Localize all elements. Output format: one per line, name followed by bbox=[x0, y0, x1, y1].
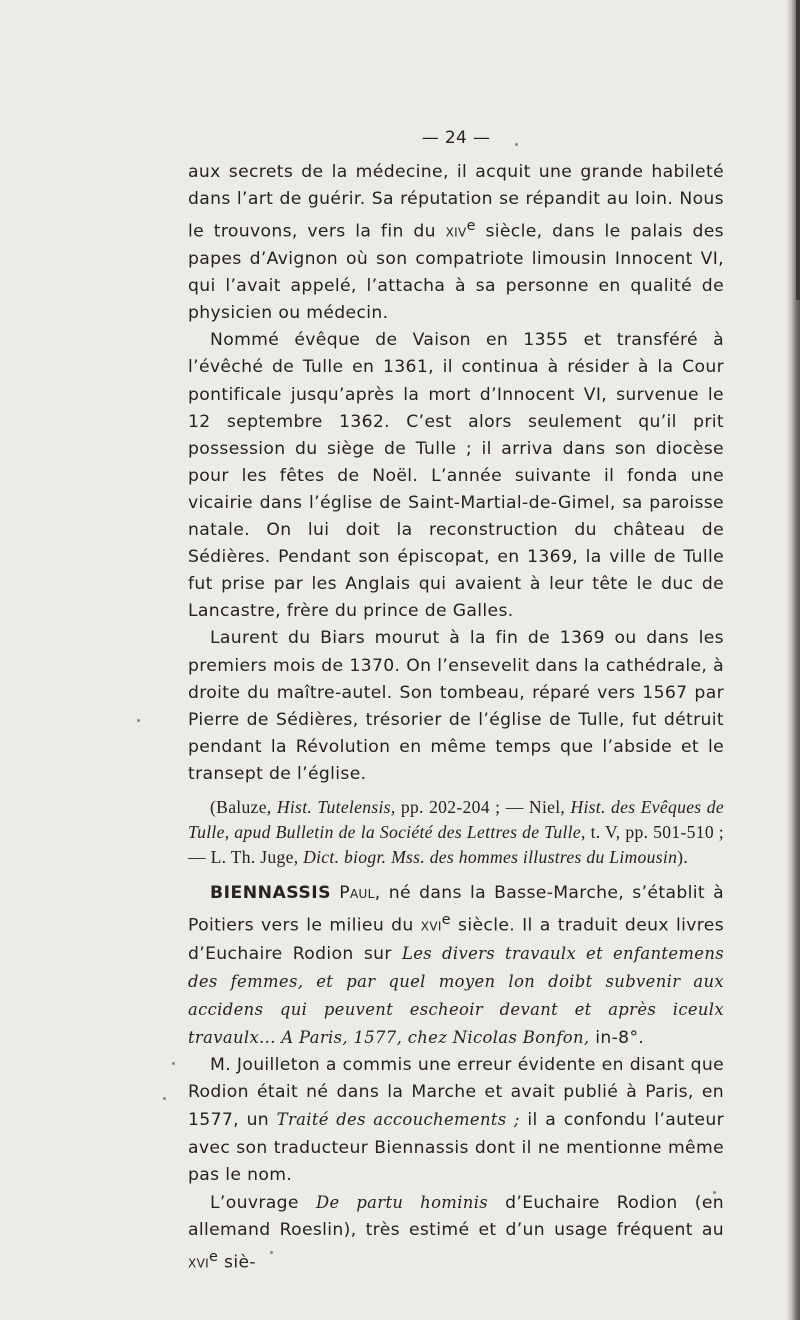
paragraph-text: siècle, dans le palais des papes d’Avignon où son compatriote limousin Innocent VI, qui l’avait appelé, l’attacha à sa personne en qualité de physicien ou médecin. bbox=[188, 222, 724, 324]
paragraph bbox=[188, 159, 724, 327]
paragraph bbox=[188, 1189, 724, 1277]
paragraph-text: M. Jouilleton a commis une erreur évidente en disant que Rodion était né dans la Marche et avait publié à Paris, en 1577, un bbox=[188, 1055, 724, 1131]
entry-name: BIENNASSIS bbox=[210, 882, 332, 903]
paragraph-text: il a confondu l’auteur avec son traducteur Biennassis dont il ne mentionne même pas le nom. bbox=[188, 1110, 725, 1185]
superscript: e bbox=[466, 218, 476, 235]
superscript: e bbox=[209, 1248, 219, 1265]
biblio-text: , pp. 202-204 ; — Niel, bbox=[390, 796, 571, 817]
margin-mark bbox=[137, 719, 140, 722]
book-title: Les divers travaulx et enfantemens des femmes, et par quel moyen lon doibt subvenir aux accidens qui peuvent escheoir devant et après iceulx travaulx... A Paris, 1577, chez Nicolas Bonfon, bbox=[188, 943, 724, 1048]
entry-firstname: Paul bbox=[339, 882, 375, 903]
biblio-title: Dict. biogr. Mss. des hommes illustres du Limousin bbox=[303, 846, 678, 867]
biblio-text: , t. V, pp. 501-510 ; — L. Th. Juge, bbox=[188, 821, 724, 867]
century-numeral: xvi bbox=[420, 915, 442, 936]
binding-edge bbox=[796, 0, 800, 300]
entry-text: siècle. Il a traduit deux livres d’Euchaire Rodion sur bbox=[188, 915, 725, 964]
century-numeral: xvi bbox=[188, 1252, 210, 1273]
paragraph: Nommé évêque de Vaison en 1355 et transféré à l’évêché de Tulle en 1361, il continua à résider à la Cour pontificale jusqu’après la mort d’Innocent VI, survenue le 12 septembre 1362. C’est alors seulement qu’il prit possession du siège de Tulle ; il arriva dans son diocèse pour les fêtes de Noël. L’année suivante il fonda une vicairie dans l’église de Saint-Martial-de-Gimel, sa paroisse natale. On lui doit la reconstruction du château de Sédières. Pendant son épiscopat, en 1369, la ville de Tulle fut prise par les Anglais qui avaient à leur tête le duc de Lancastre, frère du prince de Galles. bbox=[188, 330, 724, 622]
biblio-text: (Baluze, bbox=[210, 796, 277, 817]
book-title: Traité des accouchements ; bbox=[276, 1110, 520, 1130]
paragraph-text: d’Euchaire Rodion (en allemand Roeslin), très estimé et d’un usage fréquent au bbox=[188, 1192, 724, 1240]
bibliography-note bbox=[188, 795, 724, 870]
entry-text: , né dans la Basse-Marche, s’établit à Poitiers vers le milieu du bbox=[188, 882, 724, 936]
biblio-title: Hist. Tutelensis bbox=[276, 796, 391, 817]
paragraph-text: siè- bbox=[218, 1252, 256, 1273]
century-numeral: xiv bbox=[445, 222, 467, 243]
paragraph-text: L’ouvrage bbox=[210, 1192, 316, 1213]
page-number: — 24 — bbox=[421, 128, 491, 148]
page-body bbox=[188, 125, 724, 1277]
superscript: e bbox=[441, 912, 451, 929]
dictionary-entry bbox=[188, 880, 724, 1052]
paragraph bbox=[188, 1052, 724, 1188]
margin-mark bbox=[172, 1062, 175, 1065]
biblio-title: Hist. des Evêques de Tulle, apud Bulletin de la Société des Lettres de Tulle bbox=[188, 796, 724, 842]
entry-text: in-8°. bbox=[589, 1028, 645, 1049]
paragraph: Laurent du Biars mourut à la fin de 1369 ou dans les premiers mois de 1370. On l’ensevelit dans la cathédrale, à droite du maître-autel. Son tombeau, réparé vers 1567 par Pierre de Sédières, trésorier de l’église de Tulle, fut détruit pendant la Révolution en même temps que l’abside et le transept de l’église. bbox=[188, 628, 724, 784]
biblio-text: ). bbox=[677, 846, 689, 867]
book-title: De partu hominis bbox=[315, 1192, 489, 1212]
margin-mark bbox=[163, 1097, 166, 1100]
paragraph-text: aux secrets de la médecine, il acquit une grande habileté dans l’art de guérir. Sa réputation se répandit au loin. Nous le trouvons, vers la fin du bbox=[188, 162, 724, 243]
